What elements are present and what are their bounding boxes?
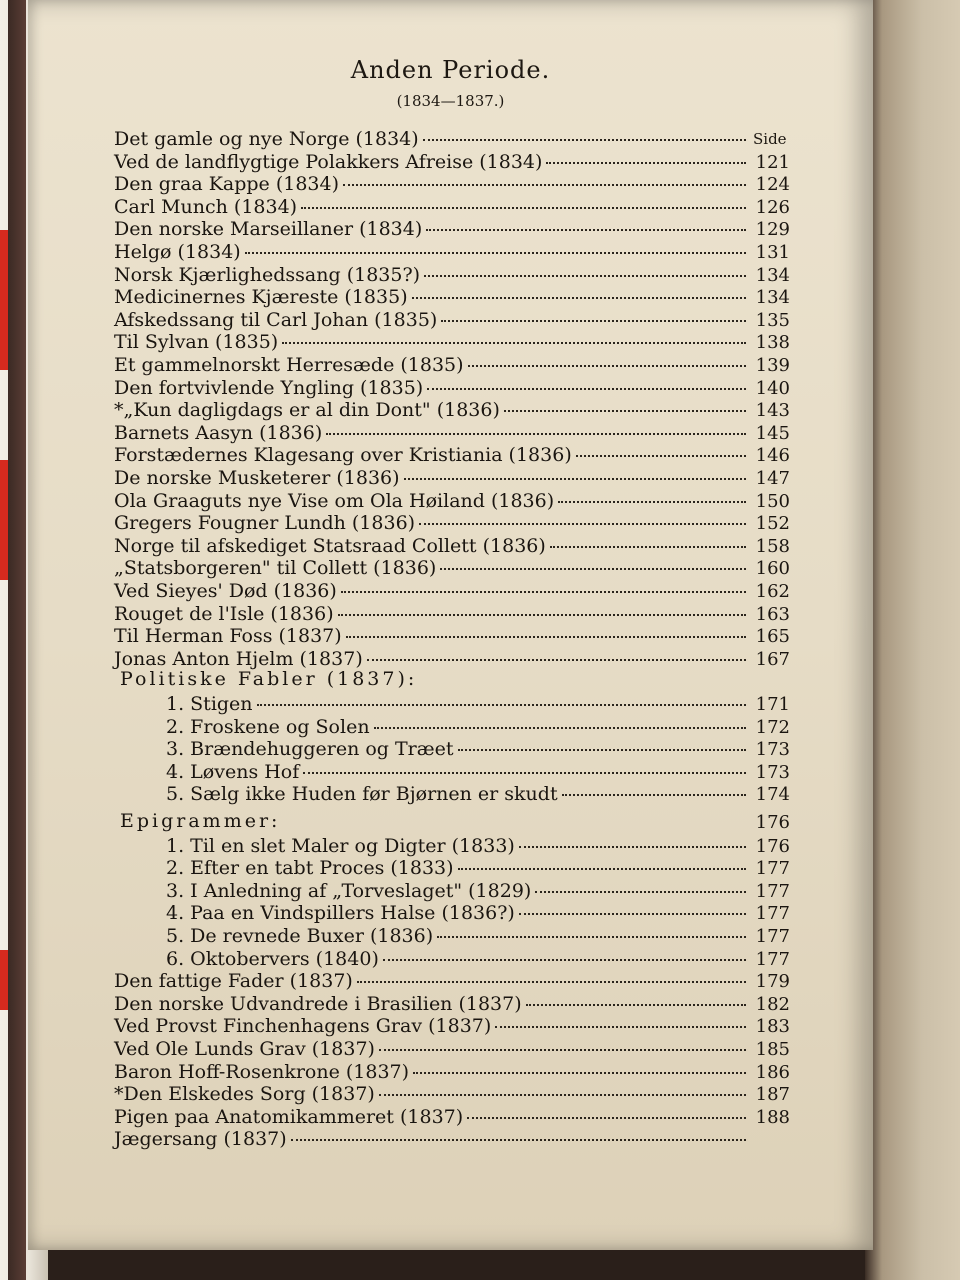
- toc-page-number: 162: [755, 581, 790, 602]
- toc-entry-title: Ved Sieyes' Død (1836): [114, 580, 337, 602]
- leader-dots: [562, 794, 746, 796]
- toc-page-number: 177: [755, 903, 790, 925]
- toc-page-number: 177: [755, 858, 790, 880]
- toc-page-number: 134: [755, 264, 790, 286]
- leader-dots: [291, 1139, 746, 1141]
- leader-dots: [326, 433, 746, 435]
- toc-entry-title: Det gamle og nye Norge (1834): [114, 128, 419, 150]
- leader-dots: [458, 749, 747, 751]
- leader-dots: [468, 365, 746, 367]
- toc-entry-title: *„Kun dagligdags er al din Dont" (1836): [114, 399, 500, 422]
- leader-dots: [424, 275, 746, 277]
- toc-entry: [114, 880, 790, 903]
- toc-entry-title: 1. Til en slet Maler og Digter (1833): [166, 834, 515, 857]
- toc-page-number: 152: [755, 513, 790, 535]
- toc-entry-title: 5. De revnede Buxer (1836): [166, 925, 434, 947]
- leader-dots: [546, 162, 746, 164]
- toc-page-number: 160: [755, 558, 790, 580]
- toc-page-number: 173: [755, 761, 790, 783]
- leader-dots: [383, 959, 746, 961]
- toc-entry: [114, 557, 790, 580]
- leader-dots: [379, 1094, 746, 1096]
- toc-entry: [114, 128, 790, 151]
- toc-page-number: 145: [755, 422, 790, 444]
- leader-dots: [413, 1072, 746, 1074]
- toc-entry: [114, 603, 790, 626]
- toc-entry: [114, 286, 790, 309]
- toc-entry-title: Den graa Kappe (1834): [114, 173, 340, 196]
- leader-dots: [427, 388, 746, 390]
- toc-entry-title: Den norske Marseillaner (1834): [114, 218, 423, 241]
- toc-page-number: 177: [755, 948, 790, 970]
- toc-page-number: 163: [755, 603, 790, 625]
- toc-entry: [114, 580, 790, 603]
- toc-entry: [114, 241, 790, 264]
- toc-entry: [114, 1128, 790, 1151]
- toc-entry-title: 6. Oktobervers (1840): [166, 947, 379, 970]
- toc-entry-title: Afskedssang til Carl Johan (1835): [114, 308, 438, 331]
- leader-dots: [346, 636, 746, 638]
- leader-dots: [519, 846, 746, 848]
- side-column-label: Side: [753, 130, 787, 148]
- toc-entry-title: Medicinernes Kjæreste (1835): [114, 286, 408, 309]
- leader-dots: [412, 297, 746, 299]
- leader-dots: [303, 772, 746, 774]
- toc-entry: [114, 812, 790, 835]
- toc-entry: [114, 993, 790, 1016]
- toc-entry: [114, 1106, 790, 1129]
- toc-entry: [114, 444, 790, 467]
- leader-dots: [519, 913, 746, 915]
- toc-page-number: 121: [755, 151, 790, 173]
- toc-page-number: 182: [755, 993, 790, 1015]
- toc-entry: [114, 925, 790, 948]
- page-title: Anden Periode.: [350, 56, 551, 84]
- toc-page-number: 158: [755, 535, 790, 557]
- leader-dots: [404, 478, 746, 480]
- toc-entry-title: Rouget de l'Isle (1836): [114, 602, 334, 625]
- toc-entry: [114, 354, 790, 377]
- toc-page-number: 129: [755, 219, 790, 241]
- toc-entry: [114, 331, 790, 354]
- toc-entry-title: 4. Løvens Hof: [166, 760, 300, 783]
- adjacent-page-right: [865, 0, 960, 1280]
- leader-dots: [423, 139, 746, 141]
- toc-entry: [114, 1083, 790, 1106]
- toc-entry: [114, 693, 790, 716]
- toc-entry-title: Norsk Kjærlighedssang (1835?): [114, 263, 421, 286]
- toc-page-number: 126: [755, 196, 790, 218]
- toc-page-number: 171: [755, 694, 790, 715]
- toc-entry-title: Ved de landflygtige Polakkers Afreise (1834): [114, 150, 543, 173]
- toc-entry: [114, 716, 790, 739]
- toc-entry: [114, 1061, 790, 1084]
- toc-entry: [114, 422, 790, 445]
- toc-page-number: 188: [755, 1106, 790, 1128]
- leader-dots: [558, 501, 746, 503]
- toc-entry: [114, 490, 790, 513]
- toc-entry: [114, 835, 790, 858]
- leader-dots: [440, 568, 746, 570]
- toc-entry-title: Til Sylvan (1835): [114, 331, 279, 354]
- toc-entry: [114, 1015, 790, 1038]
- toc-entry-title: Barnets Aasyn (1836): [114, 421, 323, 444]
- toc-entry: [114, 512, 790, 535]
- leader-dots: [535, 891, 746, 893]
- toc-entry-title: Den norske Udvandrede i Brasilien (1837): [114, 992, 522, 1015]
- toc-entry-title: Et gammelnorskt Herresæde (1835): [114, 354, 464, 376]
- toc-page-number: 186: [755, 1061, 790, 1083]
- toc-page-number: 185: [755, 1039, 790, 1060]
- toc-entry: [114, 857, 790, 880]
- leader-dots: [437, 936, 746, 938]
- toc-page-number: 131: [755, 242, 790, 263]
- toc-entry: [114, 535, 790, 558]
- toc-entry-title: Carl Munch (1834): [114, 195, 298, 218]
- toc-entry: [114, 377, 790, 400]
- toc-page-number: 165: [755, 626, 790, 648]
- toc-entry: [114, 218, 790, 241]
- leader-dots: [467, 1117, 746, 1119]
- toc-entry-title: De norske Musketerer (1836): [114, 467, 400, 489]
- toc-entry-title: Til Herman Foss (1837): [114, 625, 342, 648]
- leader-dots: [426, 229, 746, 231]
- leader-dots: [495, 1026, 746, 1028]
- toc-entry-title: 2. Froskene og Solen: [166, 715, 370, 738]
- toc-page-number: 140: [755, 377, 790, 399]
- leader-dots: [343, 184, 746, 186]
- toc-page-number: 150: [755, 490, 790, 512]
- section-heading-epigrammer: Epigrammer:: [120, 810, 281, 832]
- toc-page-number: 173: [755, 739, 790, 761]
- leader-dots: [282, 342, 746, 344]
- leader-dots: [504, 410, 746, 412]
- leader-dots: [458, 868, 746, 870]
- toc-page-number: 176: [755, 835, 790, 857]
- toc-page-number: 124: [755, 174, 790, 196]
- leader-dots: [301, 207, 746, 209]
- leader-dots: [257, 704, 746, 706]
- toc-entry-title: Helgø (1834): [114, 241, 241, 263]
- toc-page-number: 179: [755, 971, 790, 993]
- toc-entry: [114, 309, 790, 332]
- toc-entry-title: Norge til afskediget Statsraad Collett (1836): [114, 534, 546, 557]
- toc-page-number: 134: [755, 287, 790, 309]
- toc-entry: [114, 1038, 790, 1061]
- toc-entry-title: Baron Hoff-Rosenkrone (1837): [114, 1060, 410, 1083]
- book-spine: [8, 0, 26, 1280]
- toc-entry: [114, 738, 790, 761]
- toc-entry-title: 2. Efter en tabt Proces (1833): [166, 857, 454, 880]
- toc-page-number: 146: [755, 445, 790, 467]
- toc-entry-title: Den fortvivlende Yngling (1835): [114, 376, 424, 399]
- toc-entry: [114, 970, 790, 993]
- toc-entry-title: 4. Paa en Vindspillers Halse (1836?): [166, 902, 515, 925]
- toc-page-number: 143: [755, 400, 790, 422]
- leader-dots: [379, 1049, 746, 1051]
- toc-entry: [114, 648, 790, 671]
- toc-page-number: 147: [755, 468, 790, 489]
- toc-entry-title: Jægersang (1837): [114, 1128, 287, 1151]
- toc-page-number: 183: [755, 1016, 790, 1038]
- toc-entry-title: Ola Graaguts nye Vise om Ola Høiland (1836): [114, 489, 555, 512]
- toc-page-number: 135: [755, 309, 790, 331]
- toc-entry-title: Ved Ole Lunds Grav (1837): [114, 1038, 375, 1060]
- section-heading-politiske-fabler: Politiske Fabler (1837):: [120, 668, 418, 691]
- toc-entry-title: Forstædernes Klagesang over Kristiania (1836): [114, 444, 572, 467]
- toc-entry: [114, 761, 790, 784]
- toc-page-number: 187: [755, 1084, 790, 1106]
- toc-entry-title: Pigen paa Anatomikammeret (1837): [114, 1105, 464, 1128]
- toc-page-number: 167: [755, 648, 790, 670]
- toc-entry: [114, 625, 790, 648]
- leader-dots: [374, 727, 746, 729]
- leader-dots: [441, 320, 746, 322]
- toc-page-number: 177: [755, 926, 790, 947]
- toc-entry-title: Gregers Fougner Lundh (1836): [114, 512, 416, 535]
- toc-entry-title: 3. Brændehuggeren og Træet: [166, 738, 454, 761]
- toc-entry: [114, 173, 790, 196]
- toc-entry-title: *Den Elskedes Sorg (1837): [114, 1083, 375, 1106]
- toc-entry: [114, 467, 790, 490]
- toc-entry-title: Ved Provst Finchenhagens Grav (1837): [114, 1015, 492, 1038]
- toc-entry-title: 5. Sælg ikke Huden før Bjørnen er skudt: [166, 783, 558, 806]
- toc-page-number: 139: [755, 355, 790, 376]
- toc-page-number: 172: [755, 716, 790, 738]
- toc-page-number: 174: [755, 784, 790, 806]
- leader-dots: [550, 546, 746, 548]
- toc-page-number: 176: [755, 812, 790, 833]
- toc-entry-title: 3. I Anledning af „Torveslaget" (1829): [166, 879, 532, 902]
- toc-entry: [114, 196, 790, 219]
- toc-entry-title: Den fattige Fader (1837): [114, 970, 353, 993]
- toc-page-number: 177: [755, 880, 790, 902]
- leader-dots: [357, 981, 746, 983]
- period-years: (1834—1837.): [396, 92, 505, 110]
- toc-entry: [114, 264, 790, 287]
- leader-dots: [367, 659, 746, 661]
- toc-entry: [114, 948, 790, 971]
- toc-entry: [114, 151, 790, 174]
- leader-dots: [341, 591, 746, 593]
- toc-entry: [114, 399, 790, 422]
- leader-dots: [526, 1004, 746, 1006]
- leader-dots: [419, 523, 746, 525]
- toc-entry-title: 1. Stigen: [166, 693, 253, 715]
- toc-entry-title: Jonas Anton Hjelm (1837): [114, 647, 363, 670]
- toc-entry: [114, 783, 790, 806]
- toc-entry-title: „Statsborgeren" til Collett (1836): [114, 557, 437, 580]
- leader-dots: [576, 455, 746, 457]
- leader-dots: [338, 614, 746, 616]
- book-page: [28, 0, 873, 1250]
- toc-page-number: 138: [755, 332, 790, 354]
- toc-entry: [114, 902, 790, 925]
- leader-dots: [245, 252, 746, 254]
